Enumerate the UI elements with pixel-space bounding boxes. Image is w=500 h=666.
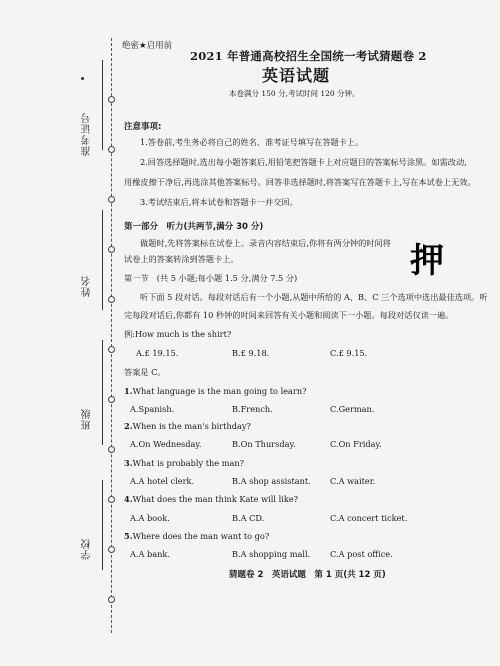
example-answer: 答案是 C。 — [124, 367, 166, 377]
option: C.A waiter. — [330, 476, 376, 486]
question — [124, 494, 298, 504]
option: A.A hotel clerk. — [130, 476, 195, 486]
secret-mark: 绝密★启用前 — [122, 41, 173, 51]
notice-item: 用橡皮擦干净后,再选涂其他答案标号。回答非选择题时,将答案写在答题卡上,写在本试卷上无效。 — [124, 177, 476, 187]
binding-hole — [108, 196, 115, 203]
question — [124, 458, 244, 468]
binding-dashed-line — [111, 38, 112, 633]
question-number: 1. — [124, 386, 133, 396]
option: A.A book. — [130, 513, 170, 523]
stamp-mark: 押 — [410, 241, 444, 281]
part-intro: 做题时,先将答案标在试卷上。录音内容结束后,你将有两分钟的时间将 — [140, 238, 391, 248]
school-label: 学校 — [82, 538, 93, 560]
example-option: C.£ 9.15. — [330, 348, 368, 358]
binding-hole — [108, 96, 115, 103]
binding-hole — [108, 396, 115, 403]
option: C.On Friday. — [330, 439, 382, 449]
name-label: 姓名 — [82, 275, 93, 297]
part-title: 第一部分 听力(共两节,满分 30 分) — [124, 222, 264, 232]
question — [124, 421, 251, 431]
exam-title: 2021 年普通高校招生全国统一考试猜题卷 2 — [190, 49, 427, 63]
binding-hole — [108, 446, 115, 453]
section-title: 第一节 (共 5 小题;每小题 1.5 分,满分 7.5 分) — [124, 273, 298, 283]
question-text: What is probably the man? — [132, 458, 245, 468]
binding-hole — [108, 546, 115, 553]
binding-hole — [108, 496, 115, 503]
directions: 听下面 5 段对话。每段对话后有一个小题,从题中所给的 A、B、C 三个选项中选出最佳选项。听 — [140, 292, 488, 302]
option: A.On Wednesday. — [130, 439, 202, 449]
question — [124, 531, 269, 541]
notice-item: 1.答卷前,考生务必将自己的姓名、准考证号填写在答题卡上。 — [140, 137, 364, 147]
question-number: 3. — [124, 458, 133, 468]
directions: 完每段对话后,你都有 10 秒钟的时间来回答有关小题和阅读下一小题。每段对话仅读一遍。 — [124, 310, 454, 320]
name-line — [102, 210, 103, 310]
part-intro: 试卷上的答案转涂到答题卡上。 — [124, 254, 239, 264]
page-footer: 猜题卷 2 英语试题 第 1 页(共 12 页) — [229, 570, 386, 580]
option: C.German. — [330, 404, 375, 414]
notice-item: 3.考试结束后,将本试卷和答题卡一并交回。 — [140, 197, 298, 207]
binding-hole — [108, 296, 115, 303]
binding-hole — [108, 346, 115, 353]
exam-info: 本卷满分 150 分,考试时间 120 分钟。 — [229, 89, 360, 98]
option: B.A CD. — [232, 513, 265, 523]
school-line — [102, 480, 103, 570]
option: C.A concert ticket. — [330, 513, 408, 523]
binding-hole — [108, 146, 115, 153]
option: B.French. — [232, 404, 273, 414]
exam-no-line — [102, 60, 103, 150]
option: C.A post office. — [330, 549, 393, 559]
example-option: A.£ 19.15. — [136, 348, 179, 358]
question-number: 4. — [124, 494, 133, 504]
binding-hole — [108, 246, 115, 253]
question-number: 2. — [124, 421, 133, 431]
option: B.A shop assistant. — [232, 476, 311, 486]
exam-no-label: 准考证号 — [82, 112, 93, 156]
notice-item: 2.回答选择题时,选出每小题答案后,用铅笔把答题卡上对应题目的答案标号涂黑。如需改动, — [140, 157, 467, 167]
question-text: What language is the man going to learn? — [132, 386, 307, 396]
option: B.On Thursday. — [232, 439, 296, 449]
option: A.Spanish. — [130, 404, 175, 414]
option: A.A bank. — [130, 549, 170, 559]
option: B.A shopping mall. — [232, 549, 311, 559]
subject-title: 英语试题 — [262, 66, 331, 85]
example-question: 例:How much is the shirt? — [124, 329, 232, 339]
class-line — [102, 340, 103, 445]
binding-hole — [108, 596, 115, 603]
scan-speck — [81, 77, 84, 80]
question-text: What does the man think Kate will like? — [132, 494, 299, 504]
question-text: When is the man's birthday? — [132, 421, 251, 431]
question-number: 5. — [124, 531, 133, 541]
question — [124, 386, 307, 396]
question-text: Where does the man want to go? — [132, 531, 270, 541]
example-option: B.£ 9.18. — [232, 348, 270, 358]
notice-title: 注意事项: — [124, 122, 162, 132]
class-label: 班级 — [82, 408, 93, 430]
